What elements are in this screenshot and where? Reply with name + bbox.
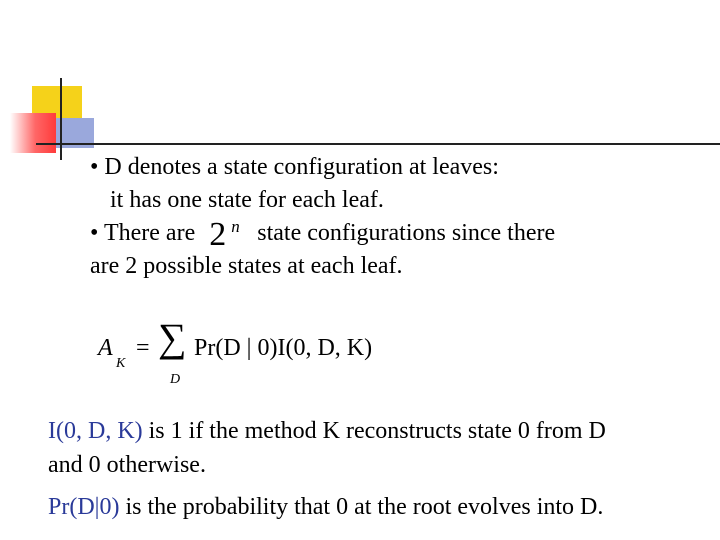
formula bbox=[98, 315, 418, 390]
probability-term: Pr(D|0) bbox=[48, 494, 120, 520]
bullet-2-line-1 bbox=[90, 216, 556, 253]
power-expression bbox=[195, 216, 257, 253]
probability-desc: is the probability that 0 at the root evolves into D. bbox=[119, 494, 604, 520]
formula-lhs-subscript: K bbox=[116, 356, 126, 371]
indicator-term: I(0, D, K) bbox=[48, 418, 143, 444]
bullet-2-line-2: are 2 possible states at each leaf. bbox=[90, 253, 403, 279]
title-rule bbox=[36, 143, 720, 145]
bullet-2-prefix: • There are bbox=[90, 220, 196, 246]
probability-note bbox=[48, 490, 603, 524]
formula-equals: = bbox=[136, 335, 150, 361]
vertical-rule bbox=[60, 78, 62, 160]
formula-rhs: Pr(D | 0)I(0, D, K) bbox=[194, 335, 373, 361]
bullet-1-line-1: • D denotes a state configuration at leaves: bbox=[90, 154, 499, 180]
sum-symbol: ∑ bbox=[158, 315, 187, 360]
sum-subscript: D bbox=[170, 372, 181, 387]
indicator-desc: is 1 if the method K reconstructs state 0 from D bbox=[142, 418, 606, 444]
power-exponent: n bbox=[231, 217, 240, 236]
indicator-note-line-1 bbox=[48, 414, 606, 448]
bullet-1-line-2: it has one state for each leaf. bbox=[110, 187, 384, 213]
red-gradient-decoration bbox=[10, 113, 56, 153]
power-base: 2 bbox=[209, 216, 227, 253]
formula-lhs: A bbox=[98, 335, 113, 361]
bullet-2-suffix: state configurations since there bbox=[257, 220, 556, 246]
indicator-note-line-2: and 0 otherwise. bbox=[48, 452, 206, 478]
